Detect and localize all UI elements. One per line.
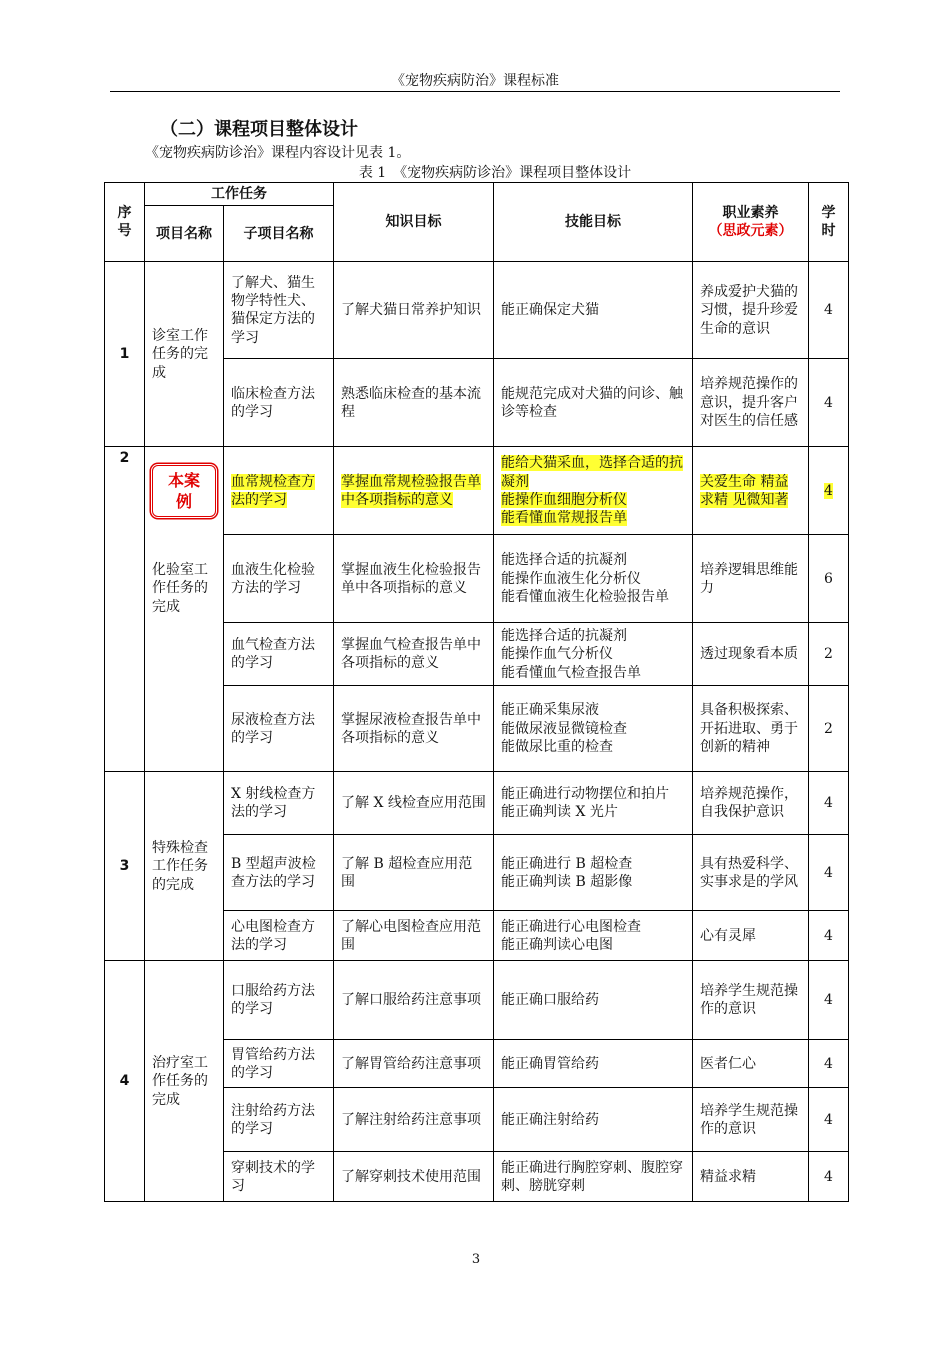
- sub-project-cell-text: 心电图检查方法的学习: [231, 918, 315, 953]
- literacy-cell-text: 医者仁心: [700, 1055, 756, 1072]
- knowledge-cell: [334, 1040, 494, 1088]
- knowledge-cell-text: 掌握血液生化检验报告单中各项指标的意义: [341, 561, 481, 596]
- literacy-cell-text: 精益求精: [700, 1168, 756, 1185]
- skill-line: 能选择合适的抗凝剂: [501, 552, 627, 569]
- knowledge-cell: [334, 911, 494, 961]
- skill-line: 能正确采集尿液: [501, 702, 599, 719]
- literacy-cell-text: 具备积极探索、开拓进取、勇于创新的精神: [700, 702, 798, 756]
- skill-line: 能正确进行胸腔穿刺、腹腔穿刺、膀胱穿刺: [501, 1159, 683, 1194]
- literacy-cell: [693, 359, 809, 447]
- sub-project-cell-text: 了解犬、猫生物学特性犬、猫保定方法的学习: [231, 274, 315, 346]
- knowledge-cell: [334, 772, 494, 835]
- hours-cell: [809, 911, 849, 961]
- table-row: [105, 772, 849, 835]
- knowledge-cell-text: 了解穿刺技术使用范围: [341, 1168, 481, 1185]
- hours-cell: [809, 686, 849, 772]
- skill-cell: [494, 686, 693, 772]
- header-seq: 序号: [105, 183, 145, 262]
- hours-cell-text: 2: [824, 646, 833, 663]
- knowledge-cell: [334, 535, 494, 623]
- header-literacy: [693, 183, 809, 262]
- sub-project-cell: [224, 1040, 334, 1088]
- hours-cell: [809, 1088, 849, 1152]
- knowledge-cell: [334, 835, 494, 911]
- knowledge-cell-text: 掌握血气检查报告单中各项指标的意义: [341, 637, 481, 672]
- hours-cell-text: 6: [824, 570, 833, 587]
- skill-cell: [494, 623, 693, 686]
- knowledge-cell-text: 了解注射给药注意事项: [341, 1111, 481, 1128]
- literacy-cell-text: 透过现象看本质: [700, 646, 798, 663]
- sub-project-cell: [224, 1152, 334, 1202]
- seq-cell: 2: [105, 447, 145, 772]
- sub-project-cell-text: 口服给药方法的学习: [231, 983, 315, 1018]
- sub-project-cell-text: 血常规检查方法的学习: [231, 473, 315, 508]
- project-name-cell: 治疗室工作任务的完成: [145, 961, 224, 1202]
- skill-line: 能正确口服给药: [501, 992, 599, 1009]
- knowledge-cell-text: 掌握血常规检验报告单中各项指标的意义: [341, 473, 481, 508]
- knowledge-cell-text: 了解心电图检查应用范围: [341, 918, 481, 953]
- skill-line: 能规范完成对犬猫的问诊、触诊等检查: [501, 385, 683, 420]
- header-literacy-main: 职业素养: [722, 204, 779, 221]
- hours-cell: [809, 447, 849, 535]
- literacy-cell: [693, 686, 809, 772]
- skill-line: 能做尿液显微镜检查: [501, 720, 627, 737]
- skill-line: 能正确进行心电图检查: [501, 918, 641, 935]
- skill-line: 能正确保定犬猫: [501, 302, 599, 319]
- section-title: （二）课程项目整体设计: [160, 119, 358, 140]
- header-knowledge: 知识目标: [334, 183, 494, 262]
- hours-cell-text: 4: [824, 1168, 833, 1185]
- skill-line: 能看懂血液生化检验报告单: [501, 589, 669, 606]
- sub-project-cell-text: X 射线检查方法的学习: [231, 786, 316, 821]
- knowledge-cell: [334, 1152, 494, 1202]
- course-design-table: [104, 182, 849, 1202]
- literacy-cell: [693, 1040, 809, 1088]
- sub-project-cell: [224, 262, 334, 359]
- hours-cell-text: 4: [824, 1111, 833, 1128]
- hours-cell: [809, 961, 849, 1040]
- skill-line: 能做尿比重的检查: [501, 739, 613, 756]
- skill-line: 能正确判读心电图: [501, 936, 613, 953]
- knowledge-cell-text: 了解 X 线检查应用范围: [341, 795, 486, 812]
- sub-project-cell-text: 尿液检查方法的学习: [231, 711, 315, 746]
- skill-line: 能正确判读 X 光片: [501, 804, 618, 821]
- skill-cell: [494, 262, 693, 359]
- project-name-cell: 化验室工作任务的完成: [145, 535, 224, 772]
- literacy-cell-text: 培养逻辑思维能力: [700, 561, 798, 596]
- project-name-cell: 诊室工作任务的完成: [145, 262, 224, 447]
- skill-cell: [494, 911, 693, 961]
- header-hours: 学时: [809, 183, 849, 262]
- sub-project-cell-text: 胃管给药方法的学习: [231, 1046, 315, 1081]
- skill-line: 能看懂血常规报告单: [501, 510, 627, 527]
- table-row: [105, 447, 849, 535]
- literacy-cell-text: 养成爱护犬猫的习惯，提升珍爱生命的意识: [700, 283, 798, 337]
- hours-cell: [809, 262, 849, 359]
- skill-line: 能操作血气分析仪: [501, 646, 613, 663]
- literacy-cell: [693, 447, 809, 535]
- hours-cell-text: 4: [824, 927, 833, 944]
- hours-cell: [809, 623, 849, 686]
- knowledge-cell: [334, 447, 494, 535]
- skill-line: 能看懂血气检查报告单: [501, 664, 641, 681]
- table-body: [105, 262, 849, 1202]
- sub-project-cell-text: 注射给药方法的学习: [231, 1102, 315, 1137]
- knowledge-cell-text: 了解犬猫日常养护知识: [341, 302, 481, 319]
- literacy-cell-text: 具有热爱科学、实事求是的学风: [700, 855, 798, 890]
- skill-line: 能正确进行 B 超检查: [501, 855, 633, 872]
- knowledge-cell: [334, 623, 494, 686]
- skill-cell: [494, 447, 693, 535]
- sub-project-cell-text: 血气检查方法的学习: [231, 637, 315, 672]
- seq-cell: 3: [105, 772, 145, 961]
- hours-cell-text: 2: [824, 720, 833, 737]
- knowledge-cell-text: 了解胃管给药注意事项: [341, 1055, 481, 1072]
- knowledge-cell: [334, 262, 494, 359]
- knowledge-cell: [334, 1088, 494, 1152]
- knowledge-cell-text: 了解口服给药注意事项: [341, 992, 481, 1009]
- hours-cell: [809, 359, 849, 447]
- skill-line: 能操作血细胞分析仪: [501, 491, 627, 508]
- knowledge-cell: [334, 686, 494, 772]
- literacy-cell: [693, 1088, 809, 1152]
- hours-cell-text: 4: [824, 394, 833, 411]
- skill-cell: [494, 1040, 693, 1088]
- skill-cell: [494, 961, 693, 1040]
- sub-project-cell-text: 血液生化检验方法的学习: [231, 561, 315, 596]
- skill-line: 能给犬猫采血，选择合适的抗凝剂: [501, 455, 683, 490]
- literacy-cell: [693, 911, 809, 961]
- running-header: 《宠物疾病防治》课程标准: [391, 73, 559, 89]
- sub-project-cell: [224, 623, 334, 686]
- literacy-cell-text: 培养规范操作，自我保护意识: [700, 786, 798, 821]
- hours-cell-text: 4: [824, 482, 833, 499]
- skill-line: 能选择合适的抗凝剂: [501, 627, 627, 644]
- table-row: [105, 961, 849, 1040]
- header-work-task: 工作任务: [145, 183, 334, 206]
- hours-cell: [809, 1152, 849, 1202]
- skill-cell: [494, 772, 693, 835]
- skill-cell: [494, 535, 693, 623]
- header-sub-project: 子项目名称: [224, 206, 334, 262]
- table-caption: 表 1 《宠物疾病防诊治》课程项目整体设计: [358, 165, 632, 181]
- literacy-cell-text: 心有灵犀: [700, 927, 756, 944]
- table-row: [105, 262, 849, 359]
- literacy-cell: [693, 623, 809, 686]
- sub-project-cell: [224, 535, 334, 623]
- skill-line: 能正确进行动物摆位和拍片: [501, 786, 669, 802]
- skill-line: 能正确判读 B 超影像: [501, 873, 633, 890]
- literacy-cell: [693, 835, 809, 911]
- literacy-cell: [693, 262, 809, 359]
- sub-project-cell: [224, 359, 334, 447]
- header-project-name: 项目名称: [145, 206, 224, 262]
- header-skill: 技能目标: [494, 183, 693, 262]
- skill-line: 能正确胃管给药: [501, 1055, 599, 1072]
- literacy-cell: [693, 961, 809, 1040]
- sub-project-cell: [224, 1088, 334, 1152]
- hours-cell: [809, 1040, 849, 1088]
- intro-text: 《宠物疾病防诊治》课程内容设计见表 1。: [145, 145, 411, 161]
- seq-cell: 4: [105, 961, 145, 1202]
- sub-project-cell-text: 穿刺技术的学习: [231, 1159, 315, 1194]
- knowledge-cell: [334, 359, 494, 447]
- hours-cell-text: 4: [824, 795, 833, 812]
- skill-line: 能正确注射给药: [501, 1111, 599, 1128]
- case-badge: 本案例: [152, 465, 216, 517]
- sub-project-cell-text: B 型超声波检查方法的学习: [231, 855, 316, 890]
- hours-cell-text: 4: [824, 1055, 833, 1072]
- literacy-cell-text: 培养学生规范操作的意识: [700, 983, 798, 1018]
- sub-project-cell: [224, 772, 334, 835]
- literacy-cell: [693, 1152, 809, 1202]
- sub-project-cell: [224, 911, 334, 961]
- seq-cell: 1: [105, 262, 145, 447]
- skill-cell: [494, 1088, 693, 1152]
- hours-cell-text: 4: [824, 864, 833, 881]
- skill-cell: [494, 835, 693, 911]
- skill-cell: [494, 359, 693, 447]
- hours-cell-text: 4: [824, 992, 833, 1009]
- knowledge-cell-text: 掌握尿液检查报告单中各项指标的意义: [341, 711, 481, 746]
- hours-cell: [809, 772, 849, 835]
- hours-cell-text: 4: [824, 302, 833, 319]
- literacy-cell-text: 培养规范操作的意识，提升客户对医生的信任感: [700, 376, 798, 430]
- knowledge-cell-text: 熟悉临床检查的基本流程: [341, 385, 481, 420]
- sub-project-cell: [224, 961, 334, 1040]
- knowledge-cell-text: 了解 B 超检查应用范围: [341, 855, 473, 890]
- hours-cell: [809, 835, 849, 911]
- page-number: 3: [471, 1252, 481, 1267]
- case-cell: [145, 447, 224, 535]
- project-name-cell: 特殊检查工作任务的完成: [145, 772, 224, 961]
- skill-cell: [494, 1152, 693, 1202]
- hours-cell: [809, 535, 849, 623]
- knowledge-cell: [334, 961, 494, 1040]
- literacy-cell-text: 培养学生规范操作的意识: [700, 1102, 798, 1137]
- skill-line: 能操作血液生化分析仪: [501, 570, 641, 587]
- sub-project-cell: [224, 835, 334, 911]
- literacy-cell: [693, 535, 809, 623]
- literacy-cell: [693, 772, 809, 835]
- header-rule: [110, 91, 840, 92]
- sub-project-cell: [224, 447, 334, 535]
- header-literacy-sub: （思政元素）: [708, 223, 793, 240]
- literacy-cell-text: 关爱生命 精益求精 见微知著: [700, 473, 789, 508]
- sub-project-cell: [224, 686, 334, 772]
- table-row: [105, 535, 849, 623]
- sub-project-cell-text: 临床检查方法的学习: [231, 385, 315, 420]
